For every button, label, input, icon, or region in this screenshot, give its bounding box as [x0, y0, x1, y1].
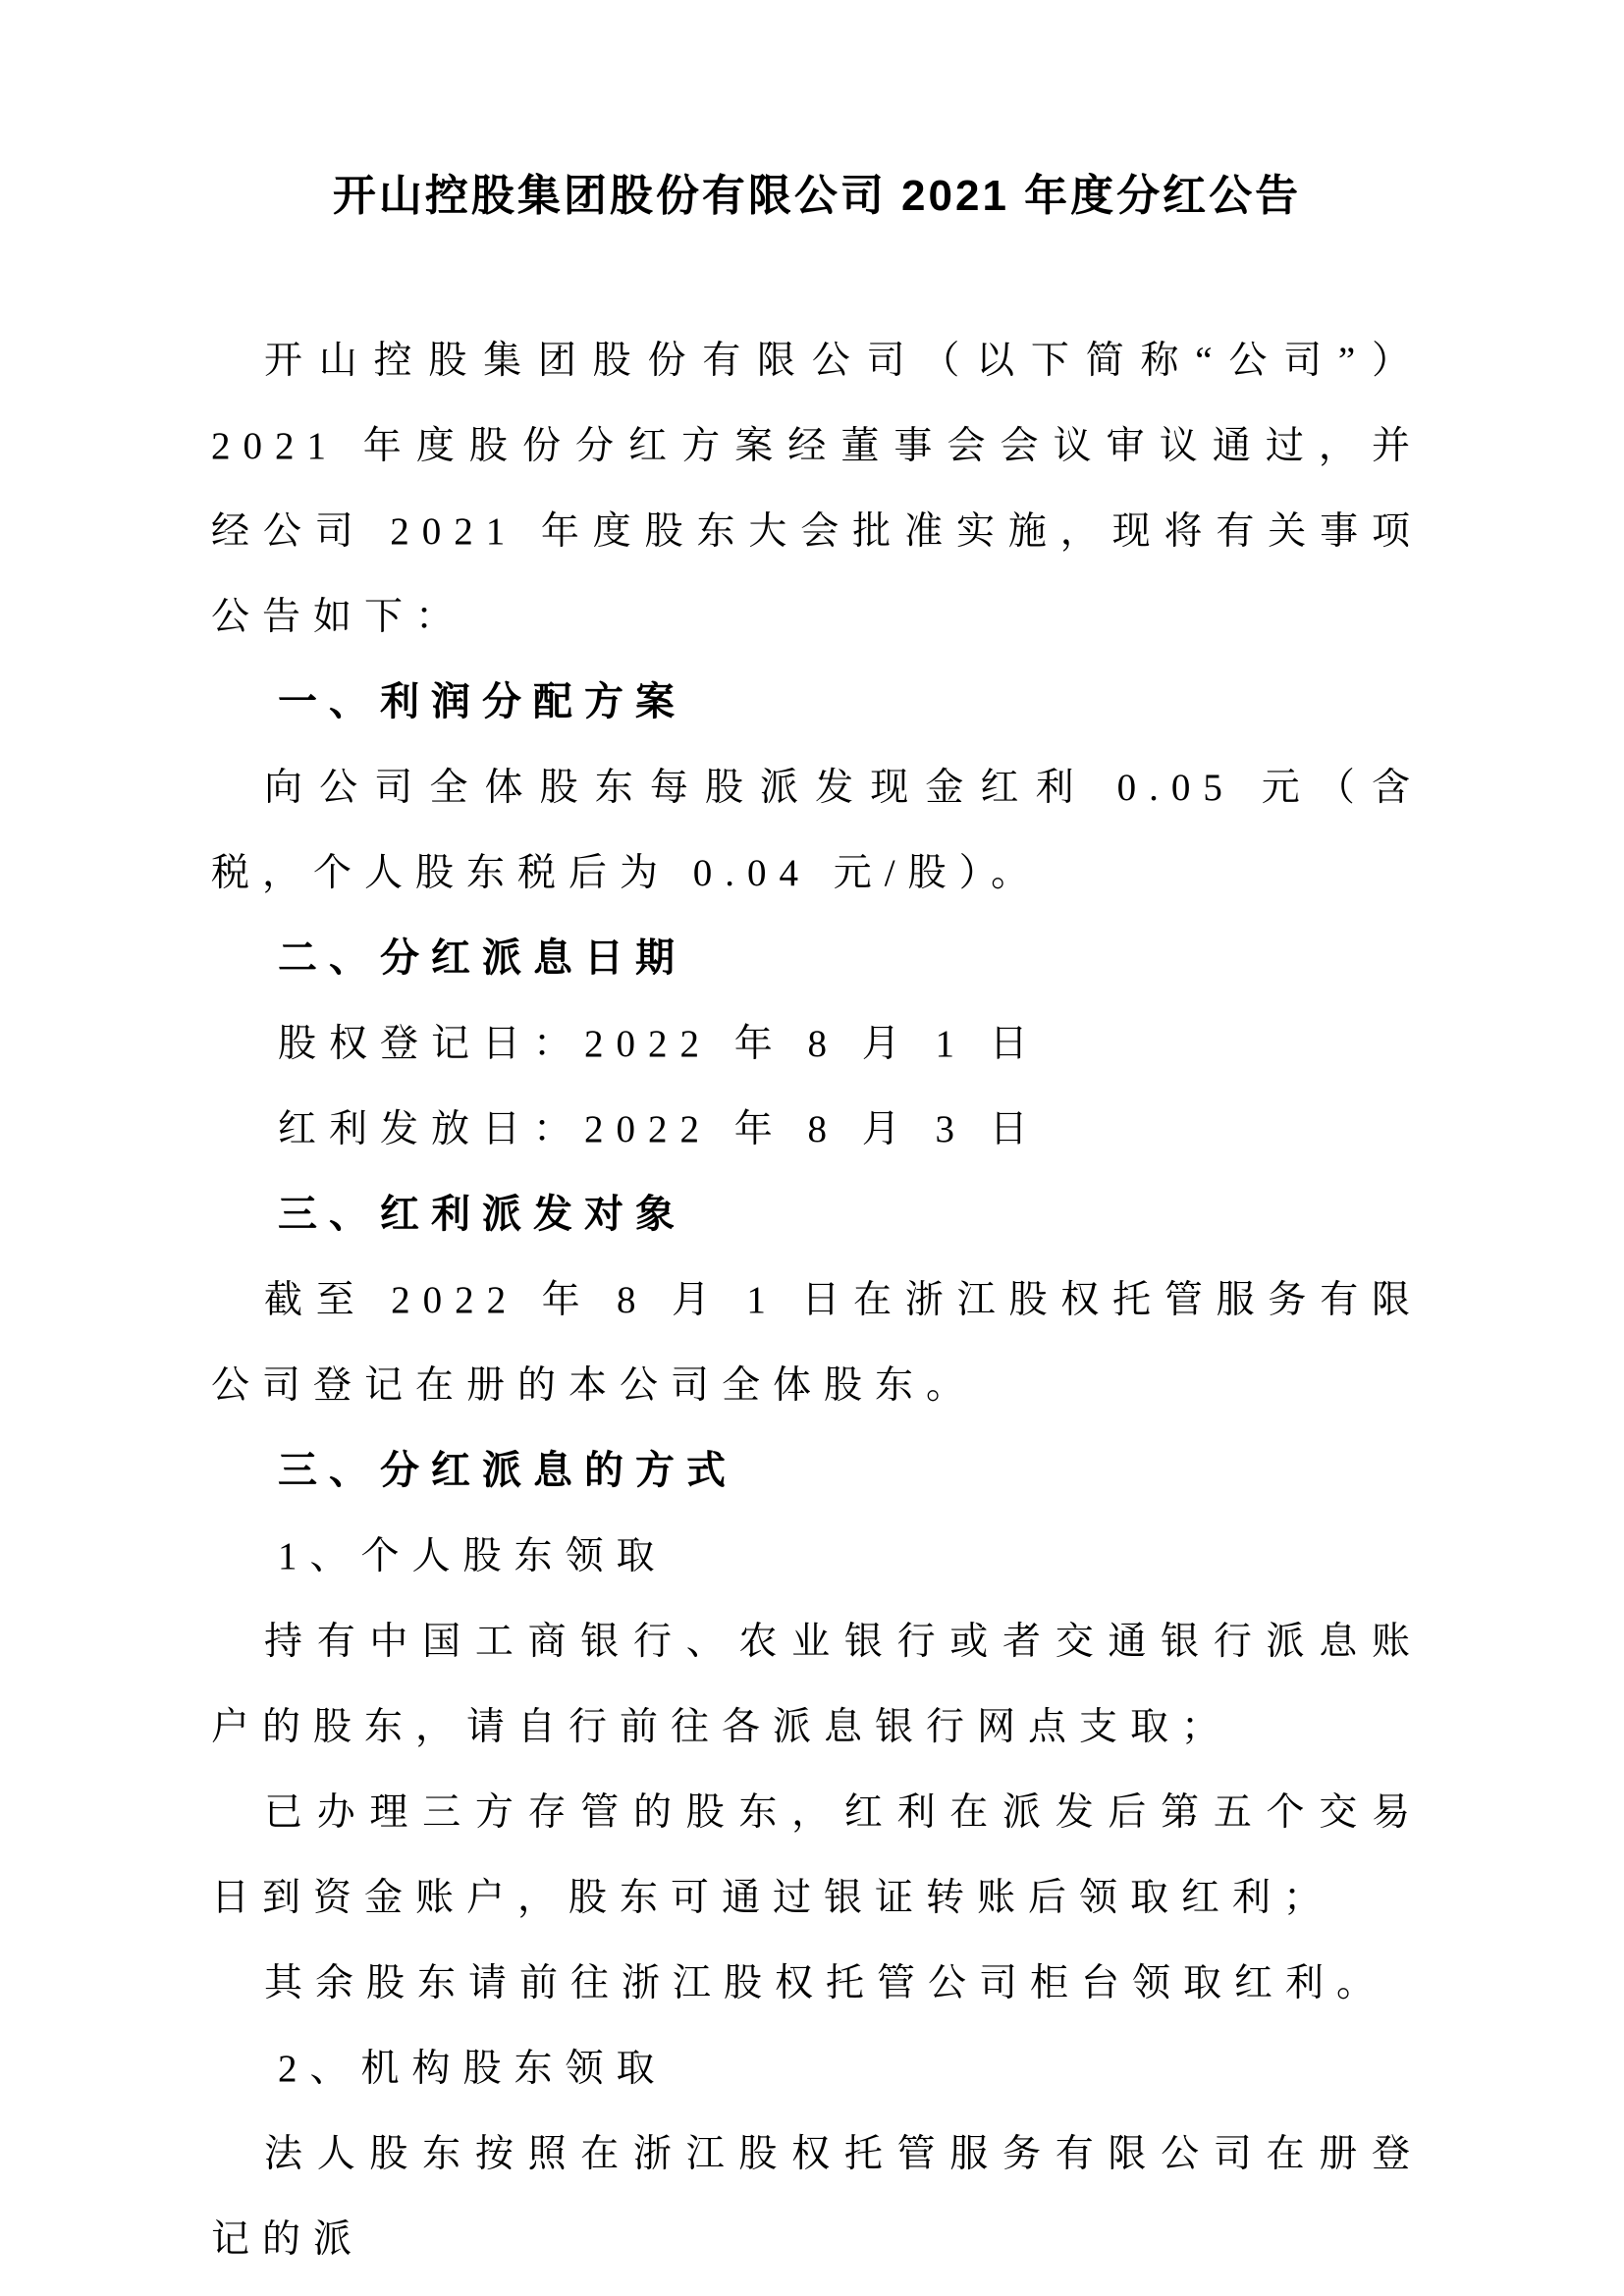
individual-shareholder-item: 1、个人股东领取	[278, 1535, 668, 1577]
bank-account-paragraph: 持有中国工商银行、农业银行或者交通银行派息账户的股东，请自行前往各派息银行网点支取；	[211, 1621, 1423, 1748]
dividend-recipients-paragraph: 截至 2022 年 8 月 1 日在浙江股权托管服务有限公司登记在册的本公司全体股东。	[211, 1279, 1423, 1407]
section-heading-dividend-dates: 二、分红派息日期	[278, 936, 686, 980]
section-heading-profit-distribution: 一、利润分配方案	[278, 680, 686, 723]
section-heading-dividend-method: 三、分红派息的方式	[278, 1449, 737, 1492]
document-title: 开山控股集团股份有限公司 2021 年度分红公告	[332, 172, 1302, 220]
intro-paragraph: 开山控股集团股份有限公司（以下简称“公司”）2021 年度股份分红方案经董事会会议审议通过，并经公司 2021 年度股东大会批准实施，现将有关事项公告如下：	[211, 340, 1423, 638]
legal-person-paragraph: 法人股东按照在浙江股权托管服务有限公司在册登记的派	[211, 2133, 1423, 2261]
section-heading-dividend-recipients: 三、红利派发对象	[278, 1193, 686, 1236]
institutional-shareholder-item: 2、机构股东领取	[278, 2048, 668, 2090]
record-date-line: 股权登记日：2022 年 8 月 1 日	[278, 1023, 1041, 1065]
profit-distribution-paragraph: 向公司全体股东每股派发现金红利 0.05 元（含税，个人股东税后为 0.04 元/股）。	[211, 767, 1423, 894]
counter-collection-paragraph: 其余股东请前往浙江股权托管公司柜台领取红利。	[264, 1962, 1388, 2004]
payment-date-line: 红利发放日：2022 年 8 月 3 日	[278, 1108, 1041, 1150]
custody-paragraph: 已办理三方存管的股东，红利在派发后第五个交易日到资金账户，股东可通过银证转账后领取红利；	[211, 1791, 1423, 1919]
